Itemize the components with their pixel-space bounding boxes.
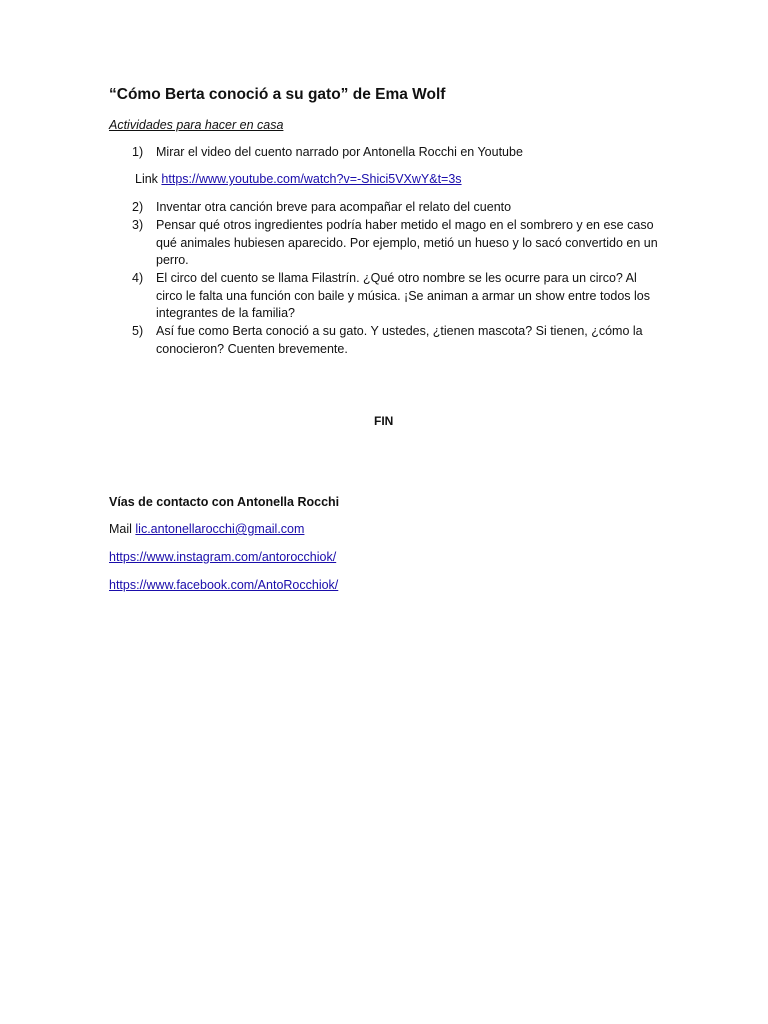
- list-item-text: Así fue como Berta conoció a su gato. Y ustedes, ¿tienen mascota? Si tienen, ¿cómo la conocieron? Cuenten brevemente.: [156, 324, 643, 356]
- facebook-line: [109, 578, 338, 592]
- list-item: [132, 217, 662, 270]
- email-link[interactable]: lic.antonellarocchi@gmail.com: [135, 522, 305, 536]
- document-title: “Cómo Berta conoció a su gato” de Ema Wolf: [109, 86, 446, 103]
- list-item-number: 1): [132, 145, 144, 159]
- youtube-link[interactable]: https://www.youtube.com/watch?v=-Shici5VXwY&t=3s: [161, 172, 462, 186]
- list-item-number: 4): [132, 271, 144, 285]
- video-link-line: [135, 172, 462, 186]
- activities-subtitle: Actividades para hacer en casa: [109, 118, 284, 132]
- list-item: [132, 270, 662, 323]
- list-item-text: El circo del cuento se llama Filastrín. ¿Qué otro nombre se les ocurre para un circo? Al circo le falta una función con baile y música. ¡Se animan a armar un show entre todos los integrantes de la familia?: [156, 271, 651, 321]
- instagram-line: [109, 550, 336, 564]
- mail-line: [109, 522, 304, 536]
- list-item-text: Pensar qué otros ingredientes podría haber metido el mago en el sombrero y en ese caso qué animales hubiesen aparecido. Por ejemplo, metió un hueso y lo sacó convertido en un perro.: [156, 218, 658, 268]
- facebook-link[interactable]: https://www.facebook.com/AntoRocchiok/: [109, 578, 339, 592]
- list-item-text: Mirar el video del cuento narrado por Antonella Rocchi en Youtube: [156, 145, 523, 159]
- list-item: [132, 323, 662, 358]
- fin-label: FIN: [374, 414, 394, 428]
- contact-heading: Vías de contacto con Antonella Rocchi: [109, 495, 340, 509]
- list-item-number: 2): [132, 200, 144, 214]
- list-item: [132, 199, 662, 217]
- list-item-number: 3): [132, 218, 144, 232]
- list-item-number: 5): [132, 324, 144, 338]
- list-item: [132, 144, 662, 162]
- list-item-text: Inventar otra canción breve para acompañar el relato del cuento: [156, 200, 512, 214]
- link-label: Link: [135, 172, 158, 186]
- mail-label: Mail: [109, 522, 132, 536]
- instagram-link[interactable]: https://www.instagram.com/antorocchiok/: [109, 550, 337, 564]
